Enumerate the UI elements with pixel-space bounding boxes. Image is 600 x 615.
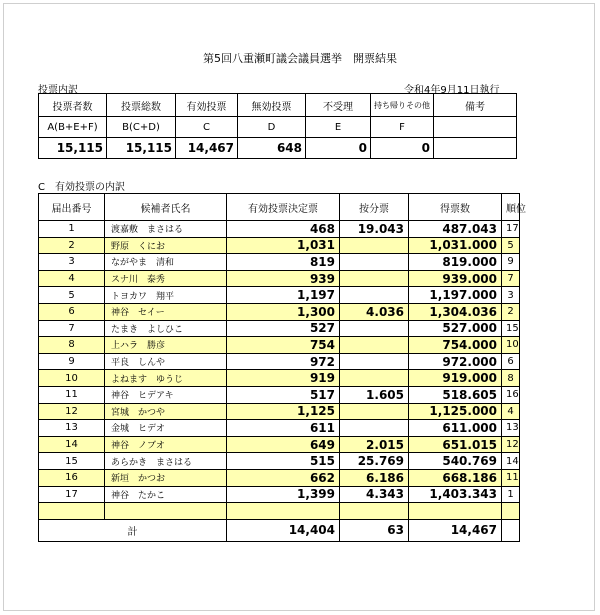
candidate-votes: 1,300 [227, 303, 340, 320]
total-label: 計 [39, 519, 227, 541]
candidate-row [39, 436, 520, 453]
candidate-row [39, 254, 520, 271]
candidates-header-row [39, 194, 520, 221]
candidate-name: あらかき まさはる [105, 453, 227, 470]
summary-header-cell: 投票総数 [107, 94, 176, 117]
candidate-number: 15 [39, 453, 105, 470]
summary-header-cell: 無効投票 [238, 94, 306, 117]
candidate-rank: 11 [502, 469, 520, 486]
candidate-total: 1,197.000 [409, 287, 502, 304]
candidate-rank: 7 [502, 270, 520, 287]
candidate-total: 819.000 [409, 254, 502, 271]
candidates-table [38, 193, 526, 542]
candidate-row [39, 469, 520, 486]
candidate-proportional [340, 287, 409, 304]
candidate-rank: 15 [502, 320, 520, 337]
candidate-row [39, 386, 520, 403]
candidate-name: スナ川 泰秀 [105, 270, 227, 287]
candidates-header-cell: 順位 [502, 194, 520, 221]
candidate-votes: 939 [227, 270, 340, 287]
total-votes: 14,404 [227, 519, 340, 541]
summary-value-cell: 0 [306, 138, 371, 159]
candidate-votes: 662 [227, 469, 340, 486]
blank-cell [502, 503, 520, 520]
candidate-number: 5 [39, 287, 105, 304]
candidates-header-cell: 按分票 [340, 194, 409, 221]
summary-code-cell: D [238, 117, 306, 138]
candidate-name: 神谷 たかこ [105, 486, 227, 503]
candidate-proportional: 4.036 [340, 303, 409, 320]
candidate-rank: 17 [502, 221, 520, 238]
summary-header-cell: 持ち帰りその他 [371, 94, 434, 117]
summary-code-cell [434, 117, 517, 138]
candidate-rank: 14 [502, 453, 520, 470]
summary-codes-row [39, 117, 517, 138]
candidate-rank: 12 [502, 436, 520, 453]
candidate-rank: 13 [502, 420, 520, 437]
summary-value-cell: 0 [371, 138, 434, 159]
summary-value-cell: 14,467 [176, 138, 238, 159]
candidate-votes: 1,125 [227, 403, 340, 420]
total-rank [502, 519, 520, 541]
candidate-total: 919.000 [409, 370, 502, 387]
summary-value-cell [434, 138, 517, 159]
blank-cell [227, 503, 340, 520]
summary-code-cell: C [176, 117, 238, 138]
candidate-proportional [340, 270, 409, 287]
candidate-name: たまき よしひこ [105, 320, 227, 337]
candidate-rank: 1 [502, 486, 520, 503]
candidate-proportional: 19.043 [340, 221, 409, 238]
candidate-total: 1,031.000 [409, 237, 502, 254]
summary-table [38, 93, 517, 159]
candidate-votes: 1,031 [227, 237, 340, 254]
candidate-rank: 8 [502, 370, 520, 387]
candidate-votes: 517 [227, 386, 340, 403]
candidate-number: 4 [39, 270, 105, 287]
candidate-name: トヨカワ 翔平 [105, 287, 227, 304]
candidate-row [39, 420, 520, 437]
blank-cell [105, 503, 227, 520]
candidate-name: 上ハラ 勝彦 [105, 337, 227, 354]
candidate-name: 平良 しんや [105, 353, 227, 370]
candidate-row [39, 237, 520, 254]
candidate-total: 1,304.036 [409, 303, 502, 320]
candidate-row [39, 270, 520, 287]
candidate-total: 540.769 [409, 453, 502, 470]
candidate-proportional [340, 420, 409, 437]
candidate-rank: 4 [502, 403, 520, 420]
summary-header-cell: 有効投票 [176, 94, 238, 117]
candidate-row [39, 320, 520, 337]
candidate-votes: 1,399 [227, 486, 340, 503]
candidate-number: 12 [39, 403, 105, 420]
candidate-number: 7 [39, 320, 105, 337]
candidate-number: 14 [39, 436, 105, 453]
election-date: 令和4年9月11日執行 [404, 85, 500, 96]
candidate-name: 神谷 ノブオ [105, 436, 227, 453]
candidate-rank: 2 [502, 303, 520, 320]
candidate-total: 487.043 [409, 221, 502, 238]
candidate-number: 17 [39, 486, 105, 503]
candidate-row [39, 403, 520, 420]
candidate-number: 3 [39, 254, 105, 271]
candidate-row [39, 221, 520, 238]
candidates-header-cell: 届出番号 [39, 194, 105, 221]
candidate-number: 8 [39, 337, 105, 354]
total-proportional: 63 [340, 519, 409, 541]
candidate-votes: 611 [227, 420, 340, 437]
candidate-number: 10 [39, 370, 105, 387]
summary-code-cell: B(C+D) [107, 117, 176, 138]
candidate-row [39, 486, 520, 503]
candidate-row [39, 453, 520, 470]
candidate-total: 518.605 [409, 386, 502, 403]
candidate-votes: 972 [227, 353, 340, 370]
candidate-proportional [340, 403, 409, 420]
candidates-header-cell: 候補者氏名 [105, 194, 227, 221]
summary-headers-row [39, 94, 517, 117]
summary-value-cell: 648 [238, 138, 306, 159]
candidate-votes: 515 [227, 453, 340, 470]
candidate-votes: 919 [227, 370, 340, 387]
candidates-header-cell: 得票数 [409, 194, 502, 221]
candidate-row [39, 370, 520, 387]
candidate-total: 1,403.343 [409, 486, 502, 503]
candidate-proportional [340, 370, 409, 387]
candidate-row [39, 337, 520, 354]
blank-row [39, 503, 520, 520]
candidate-name: ながやま 清和 [105, 254, 227, 271]
candidate-total: 668.186 [409, 469, 502, 486]
candidate-votes: 468 [227, 221, 340, 238]
blank-cell [409, 503, 502, 520]
candidate-proportional: 25.769 [340, 453, 409, 470]
candidate-number: 13 [39, 420, 105, 437]
summary-value-cell: 15,115 [39, 138, 107, 159]
candidate-proportional: 6.186 [340, 469, 409, 486]
candidate-proportional: 2.015 [340, 436, 409, 453]
candidate-number: 6 [39, 303, 105, 320]
summary-values-row [39, 138, 517, 159]
candidate-number: 9 [39, 353, 105, 370]
summary-code-cell: F [371, 117, 434, 138]
summary-header-cell: 投票者数 [39, 94, 107, 117]
candidate-rank: 6 [502, 353, 520, 370]
total-total: 14,467 [409, 519, 502, 541]
candidate-proportional [340, 254, 409, 271]
candidate-name: 宮城 かつや [105, 403, 227, 420]
blank-cell [340, 503, 409, 520]
page-title: 第5回八重瀬町議会議員選挙 開票結果 [203, 52, 397, 65]
candidate-name: よねます ゆうじ [105, 370, 227, 387]
total-row [39, 519, 520, 541]
candidate-proportional: 1.605 [340, 386, 409, 403]
candidate-number: 1 [39, 221, 105, 238]
summary-code-cell: A(B+E+F) [39, 117, 107, 138]
candidate-rank: 5 [502, 237, 520, 254]
summary-value-cell: 15,115 [107, 138, 176, 159]
candidate-number: 16 [39, 469, 105, 486]
candidate-row [39, 303, 520, 320]
candidate-total: 1,125.000 [409, 403, 502, 420]
candidate-proportional [340, 337, 409, 354]
candidates-header-cell: 有効投票決定票 [227, 194, 340, 221]
candidate-total: 939.000 [409, 270, 502, 287]
candidate-votes: 819 [227, 254, 340, 271]
candidate-proportional [340, 353, 409, 370]
candidates-section-label: C 有効投票の内訳 [38, 182, 125, 193]
summary-section-label: 投票内訳 [38, 85, 78, 96]
candidate-name: 渡嘉敷 まさはる [105, 221, 227, 238]
blank-cell [39, 503, 105, 520]
candidate-row [39, 287, 520, 304]
candidate-proportional [340, 320, 409, 337]
candidate-total: 527.000 [409, 320, 502, 337]
candidate-proportional: 4.343 [340, 486, 409, 503]
candidate-name: 金城 ヒデオ [105, 420, 227, 437]
candidate-rank: 9 [502, 254, 520, 271]
candidate-votes: 1,197 [227, 287, 340, 304]
candidate-name: 神谷 セイー [105, 303, 227, 320]
candidate-name: 新垣 かつお [105, 469, 227, 486]
candidate-rank: 16 [502, 386, 520, 403]
summary-code-cell: E [306, 117, 371, 138]
candidate-total: 611.000 [409, 420, 502, 437]
candidate-total: 754.000 [409, 337, 502, 354]
candidate-total: 972.000 [409, 353, 502, 370]
candidate-number: 2 [39, 237, 105, 254]
candidate-row [39, 353, 520, 370]
summary-header-cell: 備考 [434, 94, 517, 117]
candidate-name: 神谷 ヒデアキ [105, 386, 227, 403]
candidate-proportional [340, 237, 409, 254]
candidate-rank: 10 [502, 337, 520, 354]
candidate-rank: 3 [502, 287, 520, 304]
candidate-total: 651.015 [409, 436, 502, 453]
summary-header-cell: 不受理 [306, 94, 371, 117]
candidate-name: 野原 くにお [105, 237, 227, 254]
candidate-votes: 754 [227, 337, 340, 354]
candidate-votes: 649 [227, 436, 340, 453]
candidate-number: 11 [39, 386, 105, 403]
candidate-votes: 527 [227, 320, 340, 337]
